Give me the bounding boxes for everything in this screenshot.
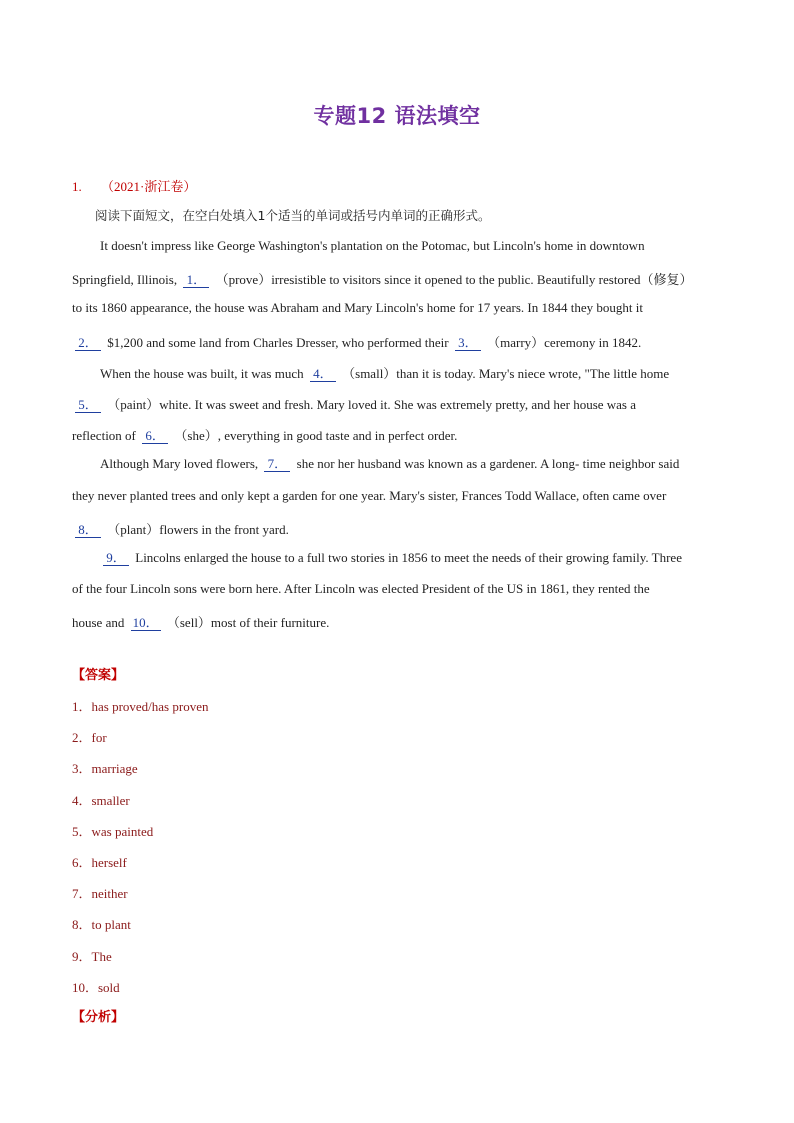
passage-line: [100, 238, 645, 254]
answer-label: 【答案】: [72, 668, 125, 683]
answer-blank[interactable]: 7．: [264, 457, 290, 472]
passage-text: Lincolns enlarged the house to a full two stories in 1856 to meet the needs of their growing family. Three: [132, 550, 682, 565]
answer-blank[interactable]: 3．: [455, 336, 481, 351]
passage-line: [72, 488, 666, 504]
passage-text: to its 1860 appearance, the house was Abraham and Mary Lincoln's home for 17 years. In 1844 they bought it: [72, 300, 643, 316]
answer-blank[interactable]: 9．: [103, 551, 129, 566]
passage-line: [72, 612, 329, 631]
passage-text: （sell）most of their furniture.: [163, 615, 330, 631]
answer-blank[interactable]: 5．: [75, 398, 101, 413]
answer-item: 8．to plant: [72, 917, 131, 933]
answer-blank[interactable]: 10．: [132, 615, 159, 631]
passage-line: [72, 300, 643, 316]
answer-item: 6．herself: [72, 855, 127, 870]
passage-line: [100, 363, 669, 382]
answer-blank[interactable]: 6．: [142, 429, 168, 444]
passage-text: Springfield, Illinois,: [72, 272, 181, 288]
answer-item: 3．marriage: [72, 761, 138, 777]
passage-text: （paint）white. It was sweet and fresh. Mary loved it. She was extremely pretty, and her house was a: [104, 397, 637, 412]
passage-line: [100, 550, 682, 566]
passage-line: [72, 332, 641, 351]
question-header: [72, 176, 196, 195]
passage-text: It doesn't impress like George Washington's plantation on the Potomac, but Lincoln's home in downtown: [100, 238, 645, 253]
answer-blank[interactable]: 4．: [310, 367, 336, 382]
answer-blank[interactable]: 1．: [183, 273, 209, 288]
question-instruction: 阅读下面短文，在空白处填入1个适当的单词或括号内单词的正确形式。: [95, 208, 491, 223]
answer-blank[interactable]: 8．: [75, 523, 101, 538]
passage-text: they never planted trees and only kept a garden for one year. Mary's sister, Frances Todd Wallace, often came over: [72, 487, 667, 503]
answer-item: 7．neither: [72, 886, 128, 902]
passage-text: house and: [72, 615, 128, 631]
passage-line: [72, 394, 636, 413]
passage-text: （plant）flowers in the front yard.: [104, 521, 289, 537]
question-source: （2021·浙江卷）: [101, 179, 197, 194]
passage-text: （small）than it is today. Mary's niece wrote, "The little home: [338, 365, 670, 381]
passage-text: reflection of: [72, 428, 140, 444]
passage-text: （she）, everything in good taste and in perfect order.: [171, 428, 458, 444]
question-number: 1.: [72, 179, 82, 194]
answer-item: 1．has proved/has proven: [72, 699, 209, 714]
page-title: 专题12 语法填空: [313, 104, 481, 128]
answer-item: 2．for: [72, 730, 107, 746]
passage-text: Although Mary loved flowers,: [100, 456, 262, 472]
passage-line: [72, 425, 457, 444]
answer-item: 10．sold: [72, 979, 120, 995]
answer-blank[interactable]: 2．: [75, 336, 101, 351]
answer-item: 9．The: [72, 948, 112, 964]
answer-item: 4．smaller: [72, 792, 130, 808]
answer-item: 5．was painted: [72, 823, 154, 839]
passage-line: [72, 269, 693, 288]
passage-text: she nor her husband was known as a gardener. A long- time neighbor said: [293, 456, 680, 472]
passage-text: （marry）ceremony in 1842.: [483, 334, 642, 350]
passage-text: of the four Lincoln sons were born here. After Lincoln was elected President of the US in 1861, they rented the: [72, 581, 650, 597]
passage-text: $1,200 and some land from Charles Dresser, who performed their: [104, 334, 452, 350]
passage-line: [72, 581, 650, 597]
passage-line: [72, 519, 289, 538]
analysis-label: 【分析】: [72, 1010, 125, 1025]
passage-line: [100, 456, 679, 472]
passage-text: When the house was built, it was much: [100, 365, 307, 381]
passage-text: （prove）irresistible to visitors since it opened to the public. Beautifully restored（修复）: [212, 272, 693, 288]
